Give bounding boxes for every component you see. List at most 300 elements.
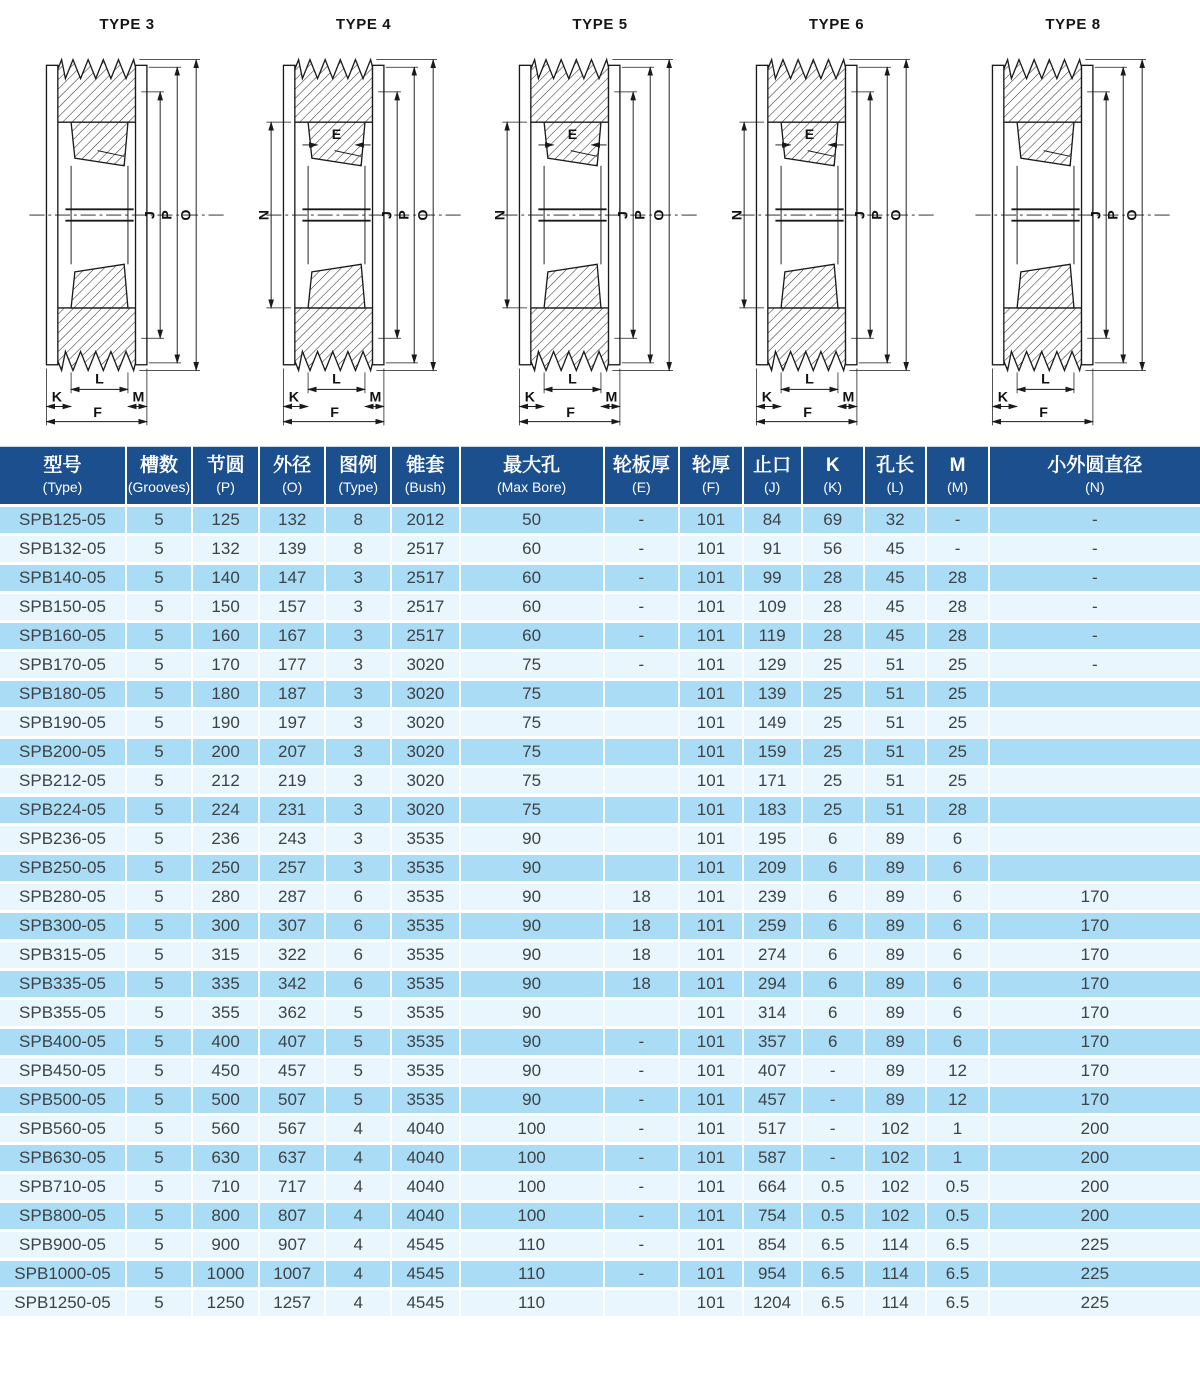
- cell-k: 6.5: [802, 1288, 864, 1317]
- pulley-cross-section-drawing: [964, 35, 1182, 433]
- dim-M: [601, 390, 620, 407]
- dim-K: [756, 390, 781, 407]
- cell-k: -: [802, 1056, 864, 1085]
- cell-bush: 4040: [391, 1143, 459, 1172]
- cell-e: -: [604, 650, 680, 679]
- column-header-bush: [391, 447, 459, 506]
- column-header-label-zh: 轮厚: [691, 455, 730, 476]
- cell-k: 6: [802, 998, 864, 1027]
- cell-j: 99: [743, 563, 802, 592]
- table-row: [0, 766, 1200, 795]
- cell-grooves: 5: [126, 998, 192, 1027]
- cell-max-bore: 90: [460, 853, 604, 882]
- cell-e: [604, 824, 680, 853]
- column-header-p: [192, 447, 259, 506]
- column-header-label-zh: M: [949, 455, 966, 476]
- dim-K: [519, 390, 544, 407]
- column-header-max-bore: [460, 447, 604, 506]
- cell-max-bore: 90: [460, 969, 604, 998]
- cell-bush: 3020: [391, 795, 459, 824]
- cell-k: 6: [802, 969, 864, 998]
- cell-p: 355: [192, 998, 259, 1027]
- cell-m: 6.5: [926, 1259, 988, 1288]
- cell-max-bore: 75: [460, 679, 604, 708]
- cell-max-bore: 75: [460, 795, 604, 824]
- cell-n: 200: [989, 1201, 1200, 1230]
- cell-f: 101: [679, 795, 743, 824]
- cell-p: 560: [192, 1114, 259, 1143]
- cell-j: 195: [743, 824, 802, 853]
- cell-legend: 4: [325, 1230, 391, 1259]
- cell-bush: 3535: [391, 911, 459, 940]
- cell-p: 236: [192, 824, 259, 853]
- cell-type: SPB236-05: [0, 824, 126, 853]
- cell-e: -: [604, 1114, 680, 1143]
- cell-bush: 2012: [391, 505, 459, 534]
- cell-j: 239: [743, 882, 802, 911]
- cell-m: 6: [926, 911, 988, 940]
- cell-l: 45: [864, 592, 926, 621]
- column-header-label-zh: 轮板厚: [612, 455, 670, 476]
- cell-bush: 4040: [391, 1172, 459, 1201]
- cell-n: 225: [989, 1288, 1200, 1317]
- cell-j: 91: [743, 534, 802, 563]
- cell-bush: 3020: [391, 650, 459, 679]
- cell-n: -: [989, 563, 1200, 592]
- cell-m: 25: [926, 650, 988, 679]
- cell-j: 664: [743, 1172, 802, 1201]
- svg-text:F: F: [93, 404, 102, 421]
- cell-bush: 3535: [391, 1085, 459, 1114]
- cell-legend: 3: [325, 621, 391, 650]
- cell-p: 140: [192, 563, 259, 592]
- cell-o: 187: [259, 679, 325, 708]
- table-row: [0, 882, 1200, 911]
- cell-f: 101: [679, 911, 743, 940]
- cell-max-bore: 100: [460, 1172, 604, 1201]
- cell-type: SPB500-05: [0, 1085, 126, 1114]
- column-header-label-en: (K): [823, 478, 843, 495]
- cell-max-bore: 90: [460, 940, 604, 969]
- cell-m: 6: [926, 940, 988, 969]
- cell-m: 1: [926, 1143, 988, 1172]
- cell-e: [604, 1288, 680, 1317]
- cell-max-bore: 100: [460, 1114, 604, 1143]
- cell-legend: 6: [325, 882, 391, 911]
- cell-k: -: [802, 1114, 864, 1143]
- cell-j: 587: [743, 1143, 802, 1172]
- cell-j: 109: [743, 592, 802, 621]
- cell-o: 243: [259, 824, 325, 853]
- cell-p: 630: [192, 1143, 259, 1172]
- cell-f: 101: [679, 650, 743, 679]
- table-row: [0, 1085, 1200, 1114]
- table-row: [0, 911, 1200, 940]
- column-header-label-en: (P): [216, 478, 235, 495]
- cell-type: SPB125-05: [0, 505, 126, 534]
- pulley-cross-section-drawing: [255, 35, 473, 433]
- cell-type: SPB1000-05: [0, 1259, 126, 1288]
- cell-legend: 8: [325, 534, 391, 563]
- table-row: [0, 853, 1200, 882]
- table-row: [0, 737, 1200, 766]
- cell-j: 259: [743, 911, 802, 940]
- column-header-grooves: [126, 447, 192, 506]
- cell-k: 25: [802, 737, 864, 766]
- cell-grooves: 5: [126, 795, 192, 824]
- cell-legend: 3: [325, 650, 391, 679]
- cell-e: [604, 708, 680, 737]
- cell-e: -: [604, 592, 680, 621]
- cell-p: 250: [192, 853, 259, 882]
- cell-n: -: [989, 650, 1200, 679]
- cell-n: [989, 708, 1200, 737]
- svg-text:K: K: [761, 389, 772, 406]
- cell-o: 287: [259, 882, 325, 911]
- table-row: [0, 969, 1200, 998]
- cell-f: 101: [679, 940, 743, 969]
- column-header-label-en: (Bush): [404, 478, 446, 495]
- dim-L: [781, 372, 838, 393]
- cell-f: 101: [679, 766, 743, 795]
- cell-max-bore: 90: [460, 911, 604, 940]
- cell-e: -: [604, 1085, 680, 1114]
- cell-m: 1: [926, 1114, 988, 1143]
- column-header-label-zh: 小外圆直径: [1047, 455, 1143, 476]
- cell-n: -: [989, 534, 1200, 563]
- cell-bush: 3020: [391, 708, 459, 737]
- cell-p: 160: [192, 621, 259, 650]
- table-row: [0, 621, 1200, 650]
- cell-l: 45: [864, 621, 926, 650]
- cell-m: 28: [926, 563, 988, 592]
- cell-o: 362: [259, 998, 325, 1027]
- cell-legend: 8: [325, 505, 391, 534]
- cell-type: SPB132-05: [0, 534, 126, 563]
- cell-n: 170: [989, 911, 1200, 940]
- cell-l: 89: [864, 882, 926, 911]
- cell-f: 101: [679, 1230, 743, 1259]
- cell-e: -: [604, 1172, 680, 1201]
- table-row: [0, 1259, 1200, 1288]
- column-header-type: [0, 447, 126, 506]
- cell-bush: 2517: [391, 621, 459, 650]
- cell-n: 225: [989, 1230, 1200, 1259]
- cell-max-bore: 90: [460, 1085, 604, 1114]
- cell-l: 89: [864, 824, 926, 853]
- cell-j: 159: [743, 737, 802, 766]
- cell-grooves: 5: [126, 969, 192, 998]
- column-header-label-en: (Max Bore): [496, 478, 567, 495]
- column-header-label-zh: 最大孔: [503, 455, 561, 476]
- cell-legend: 3: [325, 795, 391, 824]
- table-row: [0, 1114, 1200, 1143]
- cell-bush: 3020: [391, 679, 459, 708]
- svg-text:F: F: [329, 404, 339, 421]
- cell-type: SPB710-05: [0, 1172, 126, 1201]
- cell-l: 45: [864, 563, 926, 592]
- cell-p: 212: [192, 766, 259, 795]
- cell-j: 407: [743, 1056, 802, 1085]
- cell-j: 854: [743, 1230, 802, 1259]
- cell-e: [604, 737, 680, 766]
- dim-M: [837, 390, 856, 407]
- dim-M: [364, 390, 383, 407]
- cell-type: SPB800-05: [0, 1201, 126, 1230]
- cell-max-bore: 60: [460, 534, 604, 563]
- cell-m: 12: [926, 1085, 988, 1114]
- cell-grooves: 5: [126, 824, 192, 853]
- cell-f: 101: [679, 1143, 743, 1172]
- table-row: [0, 679, 1200, 708]
- cell-k: 25: [802, 795, 864, 824]
- cell-p: 224: [192, 795, 259, 824]
- cell-p: 710: [192, 1172, 259, 1201]
- cell-p: 500: [192, 1085, 259, 1114]
- cell-l: 45: [864, 534, 926, 563]
- cell-k: 25: [802, 679, 864, 708]
- table-row: [0, 824, 1200, 853]
- cell-k: 6: [802, 940, 864, 969]
- pulley-figure: [14, 14, 240, 433]
- cell-n: 170: [989, 1027, 1200, 1056]
- cell-type: SPB150-05: [0, 592, 126, 621]
- svg-text:J: J: [378, 211, 395, 220]
- cell-e: [604, 795, 680, 824]
- cell-e: -: [604, 1056, 680, 1085]
- cell-m: -: [926, 534, 988, 563]
- table-row: [0, 1056, 1200, 1085]
- cell-bush: 3535: [391, 853, 459, 882]
- cell-l: 102: [864, 1172, 926, 1201]
- cell-f: 101: [679, 1085, 743, 1114]
- cell-e: [604, 853, 680, 882]
- cell-k: 69: [802, 505, 864, 534]
- column-header-label-en: (Grooves): [127, 478, 191, 495]
- header-row: [0, 447, 1200, 506]
- cell-legend: 4: [325, 1259, 391, 1288]
- cell-j: 139: [743, 679, 802, 708]
- cell-f: 101: [679, 592, 743, 621]
- table-row: [0, 998, 1200, 1027]
- cell-o: 637: [259, 1143, 325, 1172]
- cell-f: 101: [679, 853, 743, 882]
- cell-p: 150: [192, 592, 259, 621]
- cell-o: 231: [259, 795, 325, 824]
- table-row: [0, 1230, 1200, 1259]
- cell-f: 101: [679, 1172, 743, 1201]
- svg-text:M: M: [368, 389, 381, 406]
- cell-e: -: [604, 621, 680, 650]
- cell-f: 101: [679, 882, 743, 911]
- cell-j: 457: [743, 1085, 802, 1114]
- cell-k: 6: [802, 853, 864, 882]
- cell-o: 147: [259, 563, 325, 592]
- cell-bush: 4545: [391, 1230, 459, 1259]
- cell-e: -: [604, 534, 680, 563]
- table-row: [0, 650, 1200, 679]
- cell-grooves: 5: [126, 1114, 192, 1143]
- cell-f: 101: [679, 998, 743, 1027]
- cell-grooves: 5: [126, 940, 192, 969]
- cell-max-bore: 75: [460, 737, 604, 766]
- cell-max-bore: 110: [460, 1288, 604, 1317]
- cell-e: -: [604, 563, 680, 592]
- cell-legend: 3: [325, 708, 391, 737]
- cell-max-bore: 90: [460, 1027, 604, 1056]
- cell-n: 200: [989, 1172, 1200, 1201]
- pulley-drawings: [0, 0, 1200, 446]
- cell-k: 28: [802, 621, 864, 650]
- cell-l: 51: [864, 650, 926, 679]
- column-header-label-zh: 型号: [43, 455, 82, 476]
- cell-bush: 3535: [391, 824, 459, 853]
- cell-type: SPB560-05: [0, 1114, 126, 1143]
- cell-j: 294: [743, 969, 802, 998]
- cell-max-bore: 60: [460, 563, 604, 592]
- table-row: [0, 1027, 1200, 1056]
- cell-bush: 3020: [391, 737, 459, 766]
- cell-e: 18: [604, 969, 680, 998]
- cell-max-bore: 60: [460, 621, 604, 650]
- cell-f: 101: [679, 1056, 743, 1085]
- svg-text:E: E: [804, 127, 814, 144]
- cell-e: -: [604, 1027, 680, 1056]
- cell-k: 28: [802, 563, 864, 592]
- cell-bush: 3535: [391, 1027, 459, 1056]
- cell-j: 149: [743, 708, 802, 737]
- cell-o: 157: [259, 592, 325, 621]
- cell-e: [604, 998, 680, 1027]
- cell-max-bore: 110: [460, 1259, 604, 1288]
- table-row: [0, 505, 1200, 534]
- cell-o: 139: [259, 534, 325, 563]
- cell-max-bore: 75: [460, 650, 604, 679]
- cell-k: -: [802, 1085, 864, 1114]
- cell-j: 183: [743, 795, 802, 824]
- cell-max-bore: 90: [460, 824, 604, 853]
- cell-m: 6: [926, 882, 988, 911]
- cell-p: 800: [192, 1201, 259, 1230]
- column-header-label-en: (M): [947, 478, 969, 495]
- cell-m: 28: [926, 621, 988, 650]
- table-row: [0, 1172, 1200, 1201]
- svg-text:M: M: [841, 389, 854, 406]
- cell-grooves: 5: [126, 505, 192, 534]
- column-header-label-zh: 外径: [273, 455, 312, 476]
- svg-text:L: L: [1041, 371, 1050, 388]
- svg-text:K: K: [288, 389, 299, 406]
- cell-type: SPB140-05: [0, 563, 126, 592]
- cell-max-bore: 75: [460, 708, 604, 737]
- cell-m: 6: [926, 853, 988, 882]
- drawing-title: TYPE 3: [99, 16, 155, 33]
- cell-grooves: 5: [126, 737, 192, 766]
- cell-max-bore: 110: [460, 1230, 604, 1259]
- cell-n: [989, 853, 1200, 882]
- svg-text:O: O: [178, 209, 195, 221]
- cell-n: 170: [989, 1085, 1200, 1114]
- cell-p: 170: [192, 650, 259, 679]
- column-header-label-en: (Type): [42, 478, 83, 495]
- cell-j: 954: [743, 1259, 802, 1288]
- column-header-label-zh: 止口: [753, 455, 792, 476]
- svg-text:L: L: [331, 371, 341, 388]
- cell-p: 132: [192, 534, 259, 563]
- cell-n: 225: [989, 1259, 1200, 1288]
- cell-legend: 4: [325, 1201, 391, 1230]
- table-row: [0, 940, 1200, 969]
- cell-grooves: 5: [126, 1259, 192, 1288]
- spec-table-body: [0, 505, 1200, 1317]
- cell-p: 125: [192, 505, 259, 534]
- cell-o: 307: [259, 911, 325, 940]
- dim-K: [46, 390, 71, 407]
- cell-j: 119: [743, 621, 802, 650]
- cell-grooves: 5: [126, 563, 192, 592]
- cell-type: SPB280-05: [0, 882, 126, 911]
- cell-k: 6.5: [802, 1259, 864, 1288]
- cell-grooves: 5: [126, 1085, 192, 1114]
- cell-e: 18: [604, 882, 680, 911]
- cell-l: 89: [864, 998, 926, 1027]
- cell-p: 335: [192, 969, 259, 998]
- cell-l: 51: [864, 679, 926, 708]
- cell-o: 257: [259, 853, 325, 882]
- cell-o: 407: [259, 1027, 325, 1056]
- cell-m: 6: [926, 998, 988, 1027]
- cell-grooves: 5: [126, 708, 192, 737]
- cell-bush: 4040: [391, 1201, 459, 1230]
- cell-k: 25: [802, 766, 864, 795]
- dim-K: [992, 390, 1017, 407]
- cell-o: 567: [259, 1114, 325, 1143]
- cell-n: -: [989, 505, 1200, 534]
- cell-grooves: 5: [126, 1056, 192, 1085]
- cell-bush: 2517: [391, 534, 459, 563]
- cell-n: 170: [989, 940, 1200, 969]
- column-header-label-en: (Type): [338, 478, 379, 495]
- cell-m: 25: [926, 737, 988, 766]
- cell-max-bore: 50: [460, 505, 604, 534]
- cell-grooves: 5: [126, 1230, 192, 1259]
- cell-grooves: 5: [126, 853, 192, 882]
- cell-legend: 3: [325, 737, 391, 766]
- cell-max-bore: 60: [460, 592, 604, 621]
- svg-text:N: N: [255, 209, 272, 221]
- cell-p: 900: [192, 1230, 259, 1259]
- cell-n: [989, 679, 1200, 708]
- cell-legend: 3: [325, 853, 391, 882]
- cell-max-bore: 90: [460, 882, 604, 911]
- cell-max-bore: 100: [460, 1201, 604, 1230]
- cell-l: 102: [864, 1201, 926, 1230]
- cell-grooves: 5: [126, 592, 192, 621]
- cell-f: 101: [679, 1259, 743, 1288]
- cell-p: 200: [192, 737, 259, 766]
- cell-k: 25: [802, 650, 864, 679]
- column-header-f: [679, 447, 743, 506]
- cell-o: 219: [259, 766, 325, 795]
- svg-text:N: N: [728, 209, 745, 221]
- cell-l: 89: [864, 911, 926, 940]
- cell-max-bore: 100: [460, 1143, 604, 1172]
- cell-bush: 3020: [391, 766, 459, 795]
- cell-j: 274: [743, 940, 802, 969]
- cell-type: SPB400-05: [0, 1027, 126, 1056]
- cell-k: -: [802, 1143, 864, 1172]
- cell-f: 101: [679, 621, 743, 650]
